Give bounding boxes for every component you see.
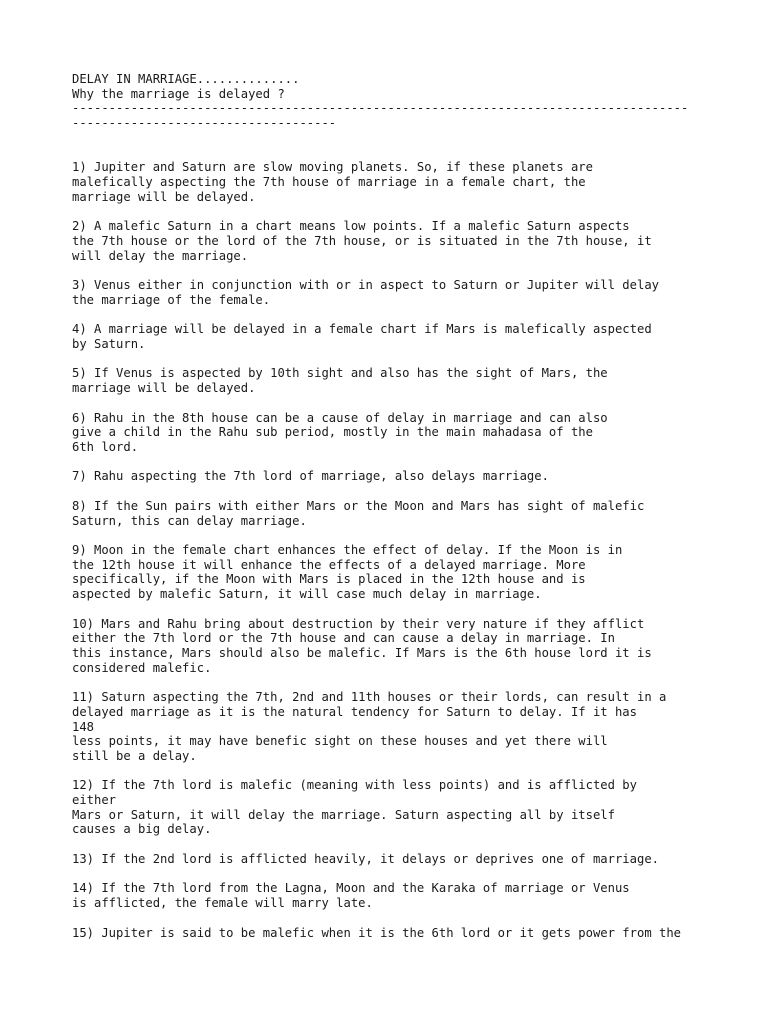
paragraph-line: marriage will be delayed.	[72, 189, 256, 204]
document-subtitle: Why the marriage is delayed ?	[72, 86, 285, 101]
list-item	[72, 543, 752, 602]
paragraph-line: still be a delay.	[72, 748, 197, 763]
document-page	[72, 72, 752, 940]
divider-line-continued: ------------------------------------	[72, 116, 337, 131]
paragraph-line: 10) Mars and Rahu bring about destruction by their very nature if they afflict	[72, 616, 645, 631]
paragraph-line: by Saturn.	[72, 336, 146, 351]
list-item	[72, 160, 752, 204]
list-item	[72, 881, 752, 910]
header-spacer	[72, 131, 752, 161]
paragraph-line: this instance, Mars should also be malefic. If Mars is the 6th house lord it is	[72, 646, 652, 661]
paragraph-line: either the 7th lord or the 7th house and can cause a delay in marriage. In	[72, 631, 615, 646]
list-item	[72, 778, 752, 837]
list-item	[72, 219, 752, 263]
paragraph-line: 6) Rahu in the 8th house can be a cause of delay in marriage and can also	[72, 410, 608, 425]
paragraph-line: give a child in the Rahu sub period, mostly in the main mahadasa of the	[72, 425, 593, 440]
paragraph-line: 15) Jupiter is said to be malefic when it is the 6th lord or it gets power from the	[72, 925, 682, 940]
paragraph-line: causes a big delay.	[72, 822, 212, 837]
paragraph-line: aspected by malefic Saturn, it will case much delay in marriage.	[72, 587, 542, 602]
paragraph-line: 12) If the 7th lord is malefic (meaning with less points) and is afflicted by	[72, 778, 637, 793]
list-item	[72, 499, 752, 528]
paragraph-line: 148	[72, 719, 95, 734]
paragraph-line: marriage will be delayed.	[72, 381, 256, 396]
paragraph-line: the marriage of the female.	[72, 292, 271, 307]
paragraph-line: 3) Venus either in conjunction with or in aspect to Saturn or Jupiter will delay	[72, 278, 659, 293]
list-item	[72, 411, 752, 455]
paragraph-line: 1) Jupiter and Saturn are slow moving planets. So, if these planets are	[72, 160, 593, 175]
paragraph-line: specifically, if the Moon with Mars is placed in the 12th house and is	[72, 572, 586, 587]
list-item	[72, 926, 752, 941]
paragraph-line: 8) If the Sun pairs with either Mars or the Moon and Mars has sight of malefic	[72, 498, 645, 513]
paragraph-line: the 7th house or the lord of the 7th house, or is situated in the 7th house, it	[72, 233, 652, 248]
paragraph-line: delayed marriage as it is the natural tendency for Saturn to delay. If it has	[72, 704, 637, 719]
list-item	[72, 690, 752, 763]
paragraph-line: is afflicted, the female will marry late.	[72, 896, 373, 911]
paragraph-line: Mars or Saturn, it will delay the marriage. Saturn aspecting all by itself	[72, 807, 615, 822]
paragraph-line: less points, it may have benefic sight on these houses and yet there will	[72, 734, 608, 749]
paragraph-line: 13) If the 2nd lord is afflicted heavily, it delays or deprives one of marriage.	[72, 851, 659, 866]
paragraph-line: 2) A malefic Saturn in a chart means low points. If a malefic Saturn aspects	[72, 219, 630, 234]
document-title: DELAY IN MARRIAGE..............	[72, 72, 300, 86]
list-item	[72, 617, 752, 676]
paragraph-line: the 12th house it will enhance the effects of a delayed marriage. More	[72, 557, 586, 572]
document-header	[72, 72, 752, 131]
list-item	[72, 278, 752, 307]
rules-list	[72, 160, 752, 940]
paragraph-line: 14) If the 7th lord from the Lagna, Moon and the Karaka of marriage or Venus	[72, 881, 630, 896]
paragraph-line: 7) Rahu aspecting the 7th lord of marriage, also delays marriage.	[72, 469, 549, 484]
paragraph-line: 11) Saturn aspecting the 7th, 2nd and 11th houses or their lords, can result in a	[72, 690, 667, 705]
list-item	[72, 366, 752, 395]
paragraph-line: 6th lord.	[72, 439, 139, 454]
paragraph-line: 4) A marriage will be delayed in a female chart if Mars is malefically aspected	[72, 322, 652, 337]
paragraph-line: malefically aspecting the 7th house of marriage in a female chart, the	[72, 175, 586, 190]
list-item	[72, 322, 752, 351]
paragraph-line: 9) Moon in the female chart enhances the effect of delay. If the Moon is in	[72, 543, 623, 558]
list-item	[72, 852, 752, 867]
list-item	[72, 469, 752, 484]
paragraph-line: considered malefic.	[72, 660, 212, 675]
paragraph-line: 5) If Venus is aspected by 10th sight and also has the sight of Mars, the	[72, 366, 608, 381]
paragraph-line: will delay the marriage.	[72, 248, 249, 263]
paragraph-line: Saturn, this can delay marriage.	[72, 513, 307, 528]
divider-line: ------------------------------------------------------------------------------------	[72, 101, 689, 116]
paragraph-line: either	[72, 793, 117, 808]
